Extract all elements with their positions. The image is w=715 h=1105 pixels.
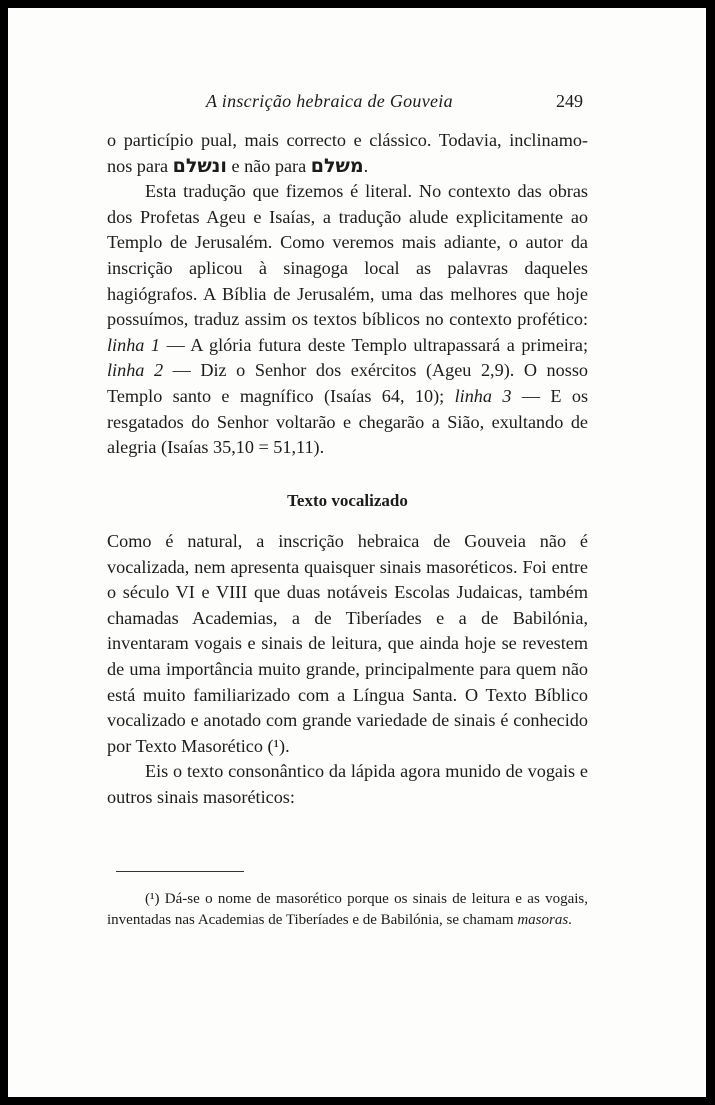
section-heading: Texto vocalizado xyxy=(287,491,408,510)
section-body xyxy=(107,529,588,811)
footnote-text: (¹) Dá-se o nome de masorético porque os sinais de leitura e as vogais, inventadas nas Academias de Tiberíades e de Babilónia, se chamam xyxy=(107,891,588,928)
p2-a: Esta tradução que fizemos é literal. No contexto das obras dos Profetas Ageu e Isaías, a tradução alude explicitamente ao Templo de Jerusalém. Como veremos mais adiante, o autor da inscrição aplicou à sinagoga local as palavras daqueles hagiógrafos. A Bíblia de Jerusalém, uma das melhores que hoje possuímos, traduz assim os textos bíblicos no contexto profético: xyxy=(107,181,588,330)
line-3-label: linha 3 xyxy=(454,385,512,406)
footnote-divider xyxy=(116,871,244,872)
body-text xyxy=(107,128,588,461)
p1-line-2-end: . xyxy=(363,155,369,176)
hebrew-word-1: ונשלם xyxy=(172,154,227,177)
footnote-end: . xyxy=(568,912,572,928)
section-paragraph-1: Como é natural, a inscrição hebraica de Gouveia não é vocalizada, nem apresenta quaisquer sinais masoréticos. Foi entre o século VI e VIII que duas notáveis Escolas Judaicas, também chamadas Academias, a de Tiberíades e a de Babilónia, inventaram vogais e sinais de leitura, que ainda hoje se revestem de uma importância muito grande, principalmente para quem não está muito familiarizado com a Língua Santa. O Texto Bíblico vocalizado e anotado com grande variedade de sinais é conhecido por Texto Masorético (¹). xyxy=(107,531,588,756)
p2-b: — A glória futura deste Templo ultrapassará a primeira; xyxy=(166,334,589,355)
section-paragraph-2: Eis o texto consonântico da lápida agora munido de vogais e outros sinais masoréticos: xyxy=(107,761,588,807)
line-1-label: linha 1 xyxy=(107,334,161,355)
footnote xyxy=(107,889,588,931)
paragraph-1 xyxy=(107,128,588,179)
page-number: 249 xyxy=(556,91,583,111)
book-page xyxy=(8,8,706,1097)
p1-line-2-b: e não para xyxy=(231,155,307,176)
p2-c: — Diz o Senhor dos exércitos (Ageu 2,9). O nosso Templo santo e magnífico (Isaías 64, 10); xyxy=(107,360,588,406)
p1-line-1: o particípio pual, mais correcto e clássico. Todavia, xyxy=(107,130,502,150)
hebrew-word-2: משלם xyxy=(310,154,364,177)
footnote-emphasis: masoras xyxy=(517,912,569,928)
line-2-label: linha 2 xyxy=(107,360,164,381)
p2-d: — E os resgatados do Senhor voltarão e chegarão a Sião, exultando de alegria (Isaías 35,10 = 51,11). xyxy=(107,385,589,458)
running-title: A inscrição hebraica de Gouveia xyxy=(206,91,453,111)
p1-line-2-a: inclinamo-nos para xyxy=(107,130,588,176)
paragraph-2 xyxy=(107,179,588,461)
